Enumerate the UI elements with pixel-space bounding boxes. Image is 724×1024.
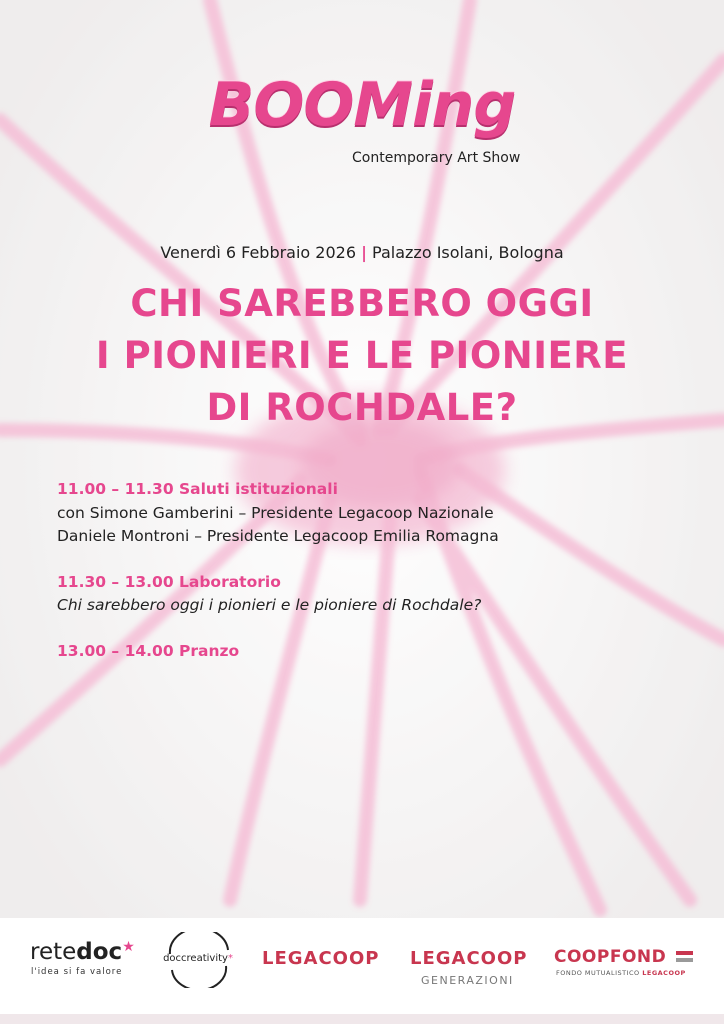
doccreativity-logo: doccreativity*: [158, 932, 238, 988]
event-place: Palazzo Isolani, Bologna: [372, 243, 564, 262]
agenda-speaker-1: con Simone Gamberini – Presidente Legacoop Nazionale: [57, 503, 494, 522]
speaker-name: Simone Gamberini: [89, 503, 234, 522]
headline-line-2: I PIONIERI E LE PIONIERE: [95, 334, 629, 377]
agenda: [57, 478, 697, 663]
dateline-separator: |: [361, 243, 367, 262]
agenda-time-3: 13.00 – 14.00 Pranzo: [57, 641, 240, 660]
retedoc-logo: retedoc★: [30, 939, 135, 965]
logo-subtitle: Contemporary Art Show: [352, 150, 521, 166]
agenda-detail-2: Chi sarebbero oggi i pionieri e le pioniere di Rochdale?: [57, 596, 482, 614]
headline-line-3: DI ROCHDALE?: [206, 386, 518, 429]
legacoop-logo: LEGACOOP: [262, 948, 380, 969]
speaker-name: Daniele Montroni: [57, 527, 190, 545]
event-dateline: [0, 243, 724, 262]
event-headline: [0, 278, 724, 434]
coopfond-bars-icon: [676, 950, 693, 964]
logo-wordmark: BOOMing: [208, 70, 516, 140]
coopfond-logo: COOPFOND: [554, 947, 667, 967]
agenda-time-2: 11.30 – 13.00 Laboratorio: [57, 572, 281, 591]
retedoc-tagline: l'idea si fa valore: [31, 967, 123, 977]
legacoop-generazioni-logo: LEGACOOP: [410, 948, 528, 969]
coopfond-subtitle: FONDO MUTUALISTICO LEGACOOP: [556, 969, 686, 977]
footer-strip: [0, 1014, 724, 1024]
event-date: Venerdì 6 Febbraio 2026: [160, 243, 357, 262]
agenda-speaker-2: Daniele Montroni – Presidente Legacoop Emilia Romagna: [57, 527, 499, 545]
headline-line-1: CHI SAREBBERO OGGI: [130, 282, 594, 325]
legacoop-generazioni-subtitle: GENERAZIONI: [421, 974, 514, 987]
agenda-time-1: 11.00 – 11.30 Saluti istituzionali: [57, 480, 338, 498]
